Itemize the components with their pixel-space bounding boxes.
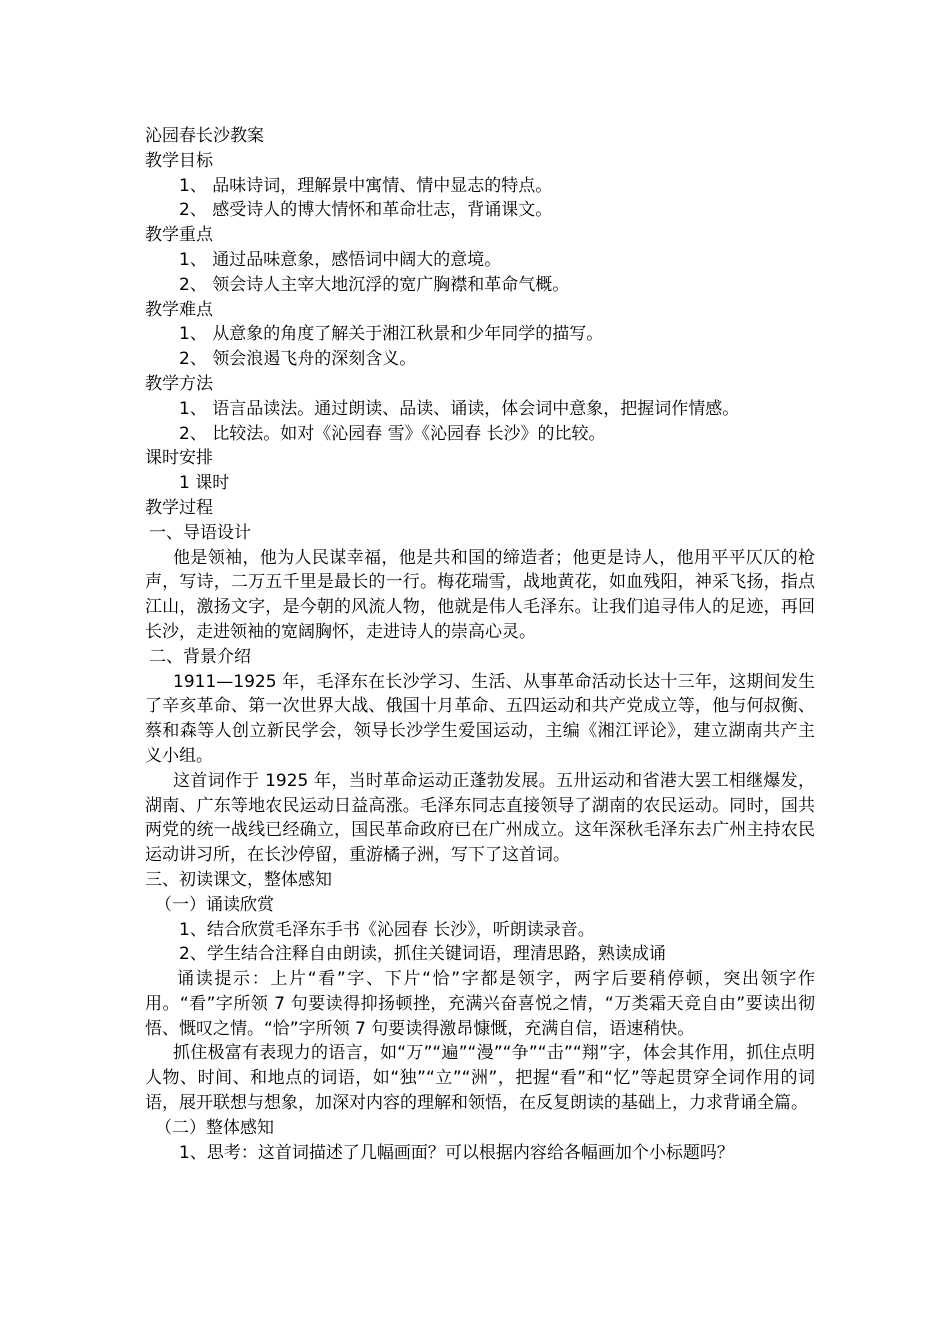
difficulty-heading: 教学难点 [145, 299, 213, 320]
background-paragraph-1: 1911—1925 年，毛泽东在长沙学习、生活、从事革命活动长达十三年，这期间发生了辛亥革命、第一次世界大战、俄国十月革命、五四运动和共产党成立等，他与何叔衡、蔡和森等人创立新民学会，领导长沙学生爱国运动，主编《湘江评论》，建立湖南共产主义小组。 [145, 671, 815, 766]
schedule-value: 1 课时 [179, 473, 230, 494]
method-item-1: 1、 语言品读法。通过朗读、品读、诵读，体会词中意象，把握词作情感。 [179, 398, 740, 419]
schedule-heading: 课时安排 [145, 448, 213, 469]
goals-item-2: 2、 感受诗人的博大情怀和革命壮志，背诵课文。 [179, 200, 553, 221]
reading-sub1-item-2: 2、学生结合注释自由朗读，抓住关键词语，理清思路，熟读成诵 [179, 944, 666, 965]
reading-sub1-heading: （一）诵读欣赏 [155, 894, 274, 915]
intro-paragraph: 他是领袖，他为人民谋幸福，他是共和国的缔造者；他更是诗人，他用平平仄仄的枪声，写诗，二万五千里是最长的一行。梅花瑞雪，战地黄花，如血残阳，神采飞扬，指点江山，激扬文字，是今朝的风流人物，他就是伟人毛泽东。让我们追寻伟人的足迹，再回长沙，走进领袖的宽阔胸怀，走进诗人的崇高心灵。 [145, 547, 815, 642]
reading-sub1-item-1: 1、结合欣赏毛泽东手书《沁园春 长沙》，听朗读录音。 [179, 919, 595, 940]
method-item-2: 2、 比较法。如对《沁园春 雪》《沁园春 长沙》的比较。 [179, 423, 606, 444]
method-heading: 教学方法 [145, 373, 213, 394]
reading-heading: 三、初读课文，整体感知 [145, 869, 332, 890]
document-body [145, 124, 815, 1165]
difficulty-item-2: 2、 领会浪遏飞舟的深刻含义。 [179, 349, 417, 370]
document-title: 沁园春长沙教案 [145, 126, 264, 146]
reading-sub2-heading: （二）整体感知 [155, 1117, 274, 1138]
difficulty-item-1: 1、 从意象的角度了解关于湘江秋景和少年同学的描写。 [179, 324, 604, 345]
reading-tip-paragraph: 诵读提示：上片“看”字、下片“恰”字都是领字，两字后要稍停顿，突出领字作用。“看”字所领 7 句要读得抑扬顿挫，充满兴奋喜悦之情，“万类霜天竞自由”要读出彻悟、慨叹之情。“恰”字所领 7 句要读得激昂慷慨，充满自信，语速稍快。 [145, 969, 815, 1039]
goals-heading: 教学目标 [145, 150, 213, 171]
focus-heading: 教学重点 [145, 225, 213, 246]
intro-heading: 一、导语设计 [149, 522, 251, 543]
reading-grasp-paragraph: 抓住极富有表现力的语言，如“万”“遍”“漫”“争”“击”“翔”字，体会其作用，抓住点明人物、时间、和地点的词语，如“独”“立”“洲”，把握“看”和“忆”等起贯穿全词作用的词语，展开联想与想象，加深对内容的理解和领悟，在反复朗读的基础上，力求背诵全篇。 [145, 1043, 815, 1114]
process-heading: 教学过程 [145, 497, 213, 518]
focus-item-2: 2、 领会诗人主宰大地沉浮的宽广胸襟和革命气概。 [179, 274, 570, 295]
focus-item-1: 1、 通过品味意象，感悟词中阔大的意境。 [179, 249, 502, 270]
background-heading: 二、背景介绍 [149, 646, 251, 667]
goals-item-1: 1、 品味诗词，理解景中寓情、情中显志的特点。 [179, 175, 553, 196]
reading-sub2-item-1: 1、思考：这首词描述了几幅画面？可以根据内容给各幅画加个小标题吗？ [179, 1142, 734, 1163]
background-paragraph-2: 这首词作于 1925 年，当时革命运动正蓬勃发展。五卅运动和省港大罢工相继爆发，湖南、广东等地农民运动日益高涨。毛泽东同志直接领导了湖南的农民运动。同时，国共两党的统一战线已经确立，国民革命政府已在广州成立。这年深秋毛泽东去广州主持农民运动讲习所，在长沙停留，重游橘子洲，写下了这首词。 [145, 770, 815, 866]
